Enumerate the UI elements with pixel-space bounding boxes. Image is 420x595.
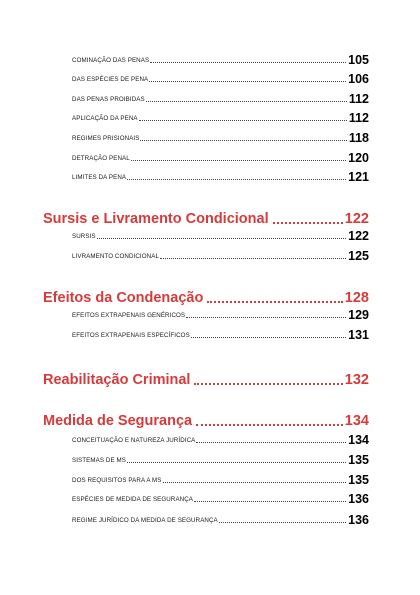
toc-section-reabilitacao-criminal[interactable] [43,365,369,387]
toc-entry-label: SURSIS [72,232,96,240]
toc-entry-dos-requisitos-para-a-ms[interactable] [72,470,369,486]
toc-entry-label: LIMITES DA PENA [72,173,127,181]
toc-entry-label: REGIME JURÍDICO DA MEDIDA DE SEGURANÇA [72,516,218,524]
dot-leader [219,522,346,523]
dot-leader [131,160,346,161]
dot-leader [196,442,346,443]
toc-section-efeitos-da-condenacao[interactable] [43,283,369,305]
dot-leader [207,301,342,303]
toc-entry-page: 112 [348,110,369,124]
toc-section-title: Sursis e Livramento Condicional [43,210,269,226]
dot-leader [127,462,346,463]
dot-leader [127,179,346,180]
toc-entry-page: 129 [348,307,369,321]
toc-section-medida-de-seguranca[interactable] [43,406,369,428]
dot-leader [149,81,346,82]
dot-leader [140,140,346,141]
toc-entry-label: DOS REQUISITOS PARA A MS [72,476,162,484]
dot-leader [186,317,346,318]
toc-entry-label: CONCEITUAÇÃO E NATUREZA JURÍDICA [72,436,196,444]
toc-entry-das-especies-de-pena[interactable] [72,69,369,85]
toc-entry-page: 125 [348,248,369,262]
toc-entry-aplicacao-da-pena[interactable] [72,108,369,124]
toc-entry-page: 106 [348,71,369,85]
toc-section-page: 128 [344,289,369,305]
toc-entry-efeitos-extrapenais-genericos[interactable] [72,305,369,321]
dot-leader [146,101,347,102]
toc-section-title: Medida de Segurança [43,412,193,428]
toc-entry-label: EFEITOS EXTRAPENAIS ESPECÍFICOS [72,331,190,339]
dot-leader [163,482,347,483]
toc-entry-label: COMINAÇÃO DAS PENAS [72,56,150,64]
toc-entry-conceituacao-e-natureza-juridica[interactable] [72,430,369,446]
toc-section-sursis-e-livramento-condicional[interactable] [43,204,369,226]
toc-section-page: 134 [344,412,369,428]
dot-leader [194,501,346,502]
dot-leader [160,258,346,259]
toc-entry-page: 131 [348,327,369,341]
dot-leader [196,424,343,426]
toc-entry-livramento-condicional[interactable] [72,246,369,262]
toc-entry-page: 121 [348,169,369,183]
toc-section-page: 122 [344,210,369,226]
toc-entry-label: REGIMES PRISIONAIS [72,134,140,142]
toc-entry-label: DAS PENAS PROIBIDAS [72,95,145,103]
toc-entry-label: DETRAÇÃO PENAL [72,154,130,162]
toc-entry-page: 122 [348,228,369,242]
dot-leader [191,337,346,338]
toc-entry-page: 120 [348,150,369,164]
toc-entry-detracao-penal[interactable] [72,148,369,164]
toc-entry-page: 118 [348,130,369,144]
toc-entry-page: 112 [348,91,369,105]
toc-entry-page: 135 [348,472,369,486]
toc-entry-regime-juridico-da-medida-de-seguranca[interactable] [72,510,369,526]
toc-entry-page: 136 [348,491,369,505]
toc-entry-page: 136 [348,512,369,526]
toc-entry-limites-da-pena[interactable] [72,167,369,183]
toc-entry-page: 105 [348,52,369,66]
toc-entry-regimes-prisionais[interactable] [72,128,369,144]
toc-entry-label: APLICAÇÃO DA PENA [72,114,138,122]
dot-leader [139,120,347,121]
toc-section-page: 132 [344,371,369,387]
dot-leader [273,222,343,224]
toc-entry-sistemas-de-ms[interactable] [72,450,369,466]
dot-leader [194,383,342,385]
toc-entry-page: 134 [348,432,369,446]
toc-entry-label: EFEITOS EXTRAPENAIS GENÉRICOS [72,311,186,319]
toc-entry-page: 135 [348,452,369,466]
toc-section-title: Efeitos da Condenação [43,289,204,305]
toc-entry-especies-de-medida-de-seguranca[interactable] [72,489,369,505]
toc-entry-label: LIVRAMENTO CONDICIONAL [72,252,160,260]
toc-entry-label: DAS ESPÉCIES DE PENA [72,75,149,83]
toc-entry-cominacao-das-penas[interactable] [72,50,369,66]
toc-entry-das-penas-proibidas[interactable] [72,89,369,105]
toc-entry-sursis[interactable] [72,226,369,242]
dot-leader [150,62,346,63]
toc-entry-label: ESPÉCIES DE MEDIDA DE SEGURANÇA [72,495,194,503]
dot-leader [97,238,347,239]
toc-entry-label: SISTEMAS DE MS [72,456,127,464]
toc-entry-efeitos-extrapenais-especificos[interactable] [72,325,369,341]
toc-section-title: Reabilitação Criminal [43,371,191,387]
